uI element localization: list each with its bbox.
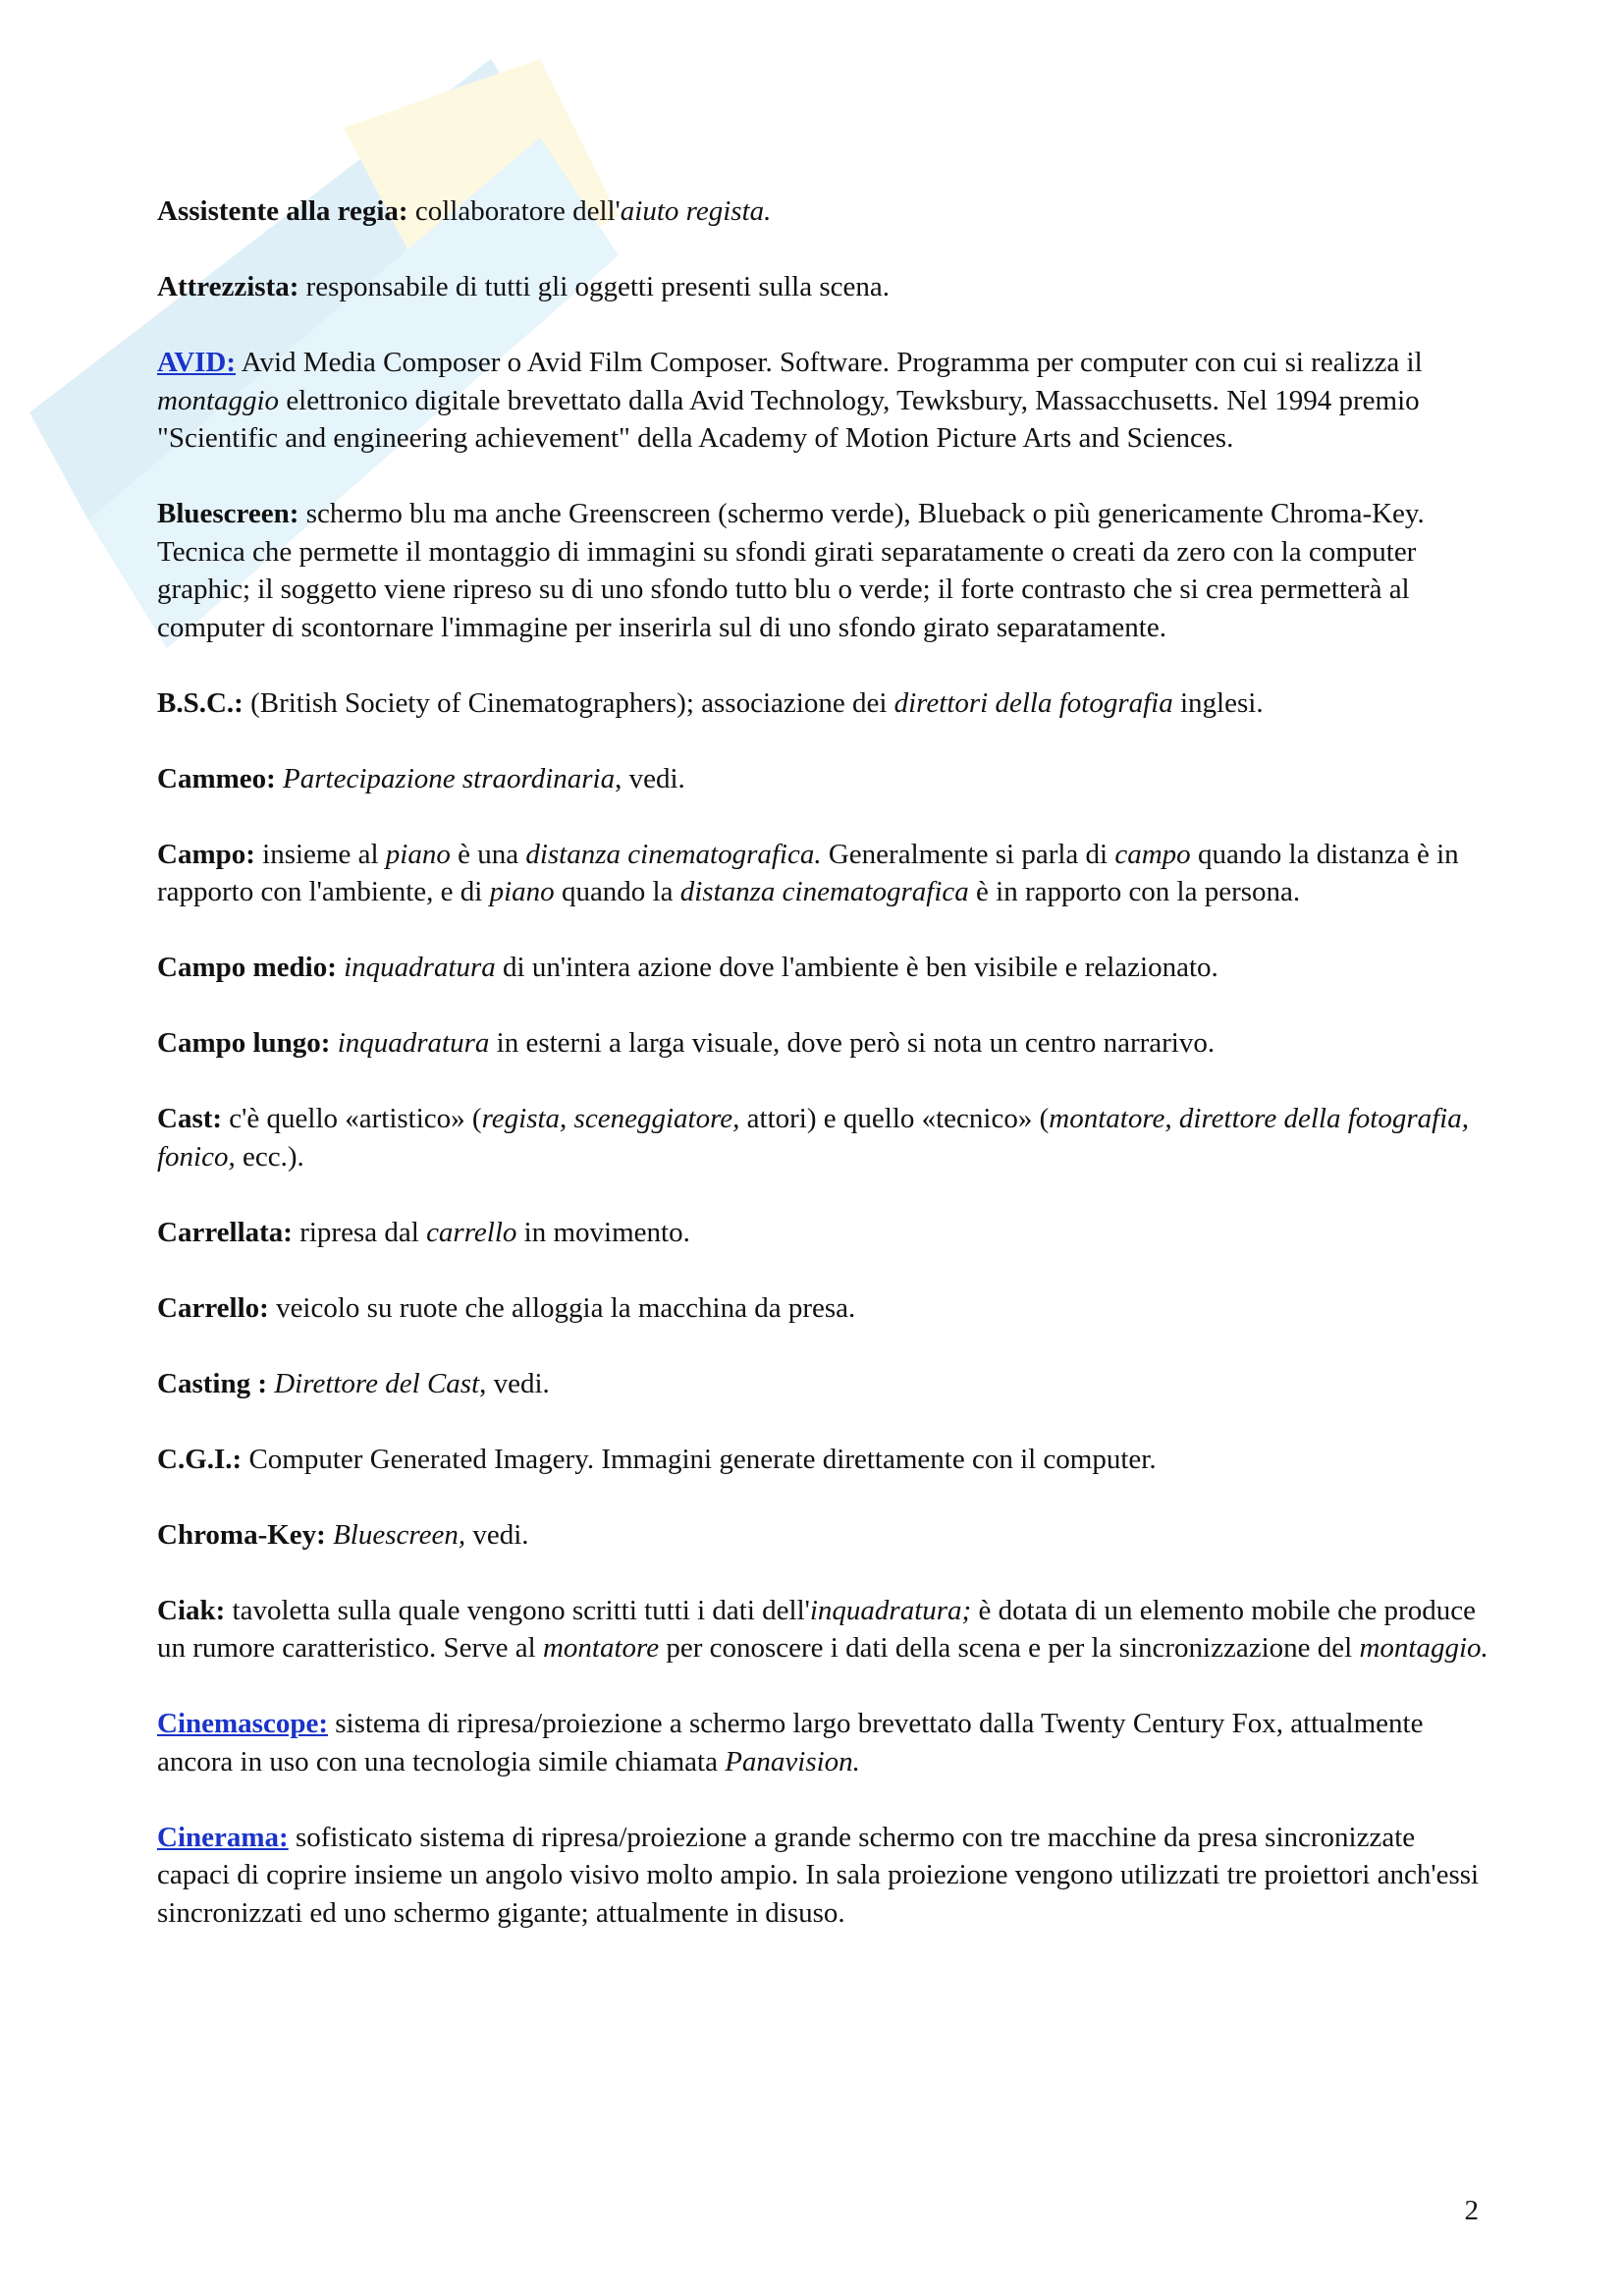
glossary-entry: [157, 1214, 1492, 1252]
definition-text: veicolo su ruote che alloggia la macchina da presa.: [268, 1291, 856, 1324]
glossary-entry: [157, 684, 1492, 723]
definition-italic-text: Panavision.: [725, 1745, 860, 1777]
definition-italic-text: carrello: [426, 1216, 517, 1248]
definition-italic-text: montatore, direttore della fotografia, fonico,: [157, 1103, 1469, 1173]
glossary-term: Carrellata:: [157, 1216, 293, 1248]
definition-italic-text: aiuto regista.: [620, 195, 772, 227]
glossary-term: Chroma-Key:: [157, 1518, 326, 1551]
glossary-entry: [157, 1289, 1492, 1328]
glossary-entries: [157, 192, 1492, 1932]
definition-italic-text: Direttore del Cast: [274, 1367, 480, 1399]
definition-italic-text: campo: [1114, 838, 1191, 870]
definition-text: insieme al: [254, 838, 386, 870]
definition-italic-text: regista, sceneggiatore,: [481, 1103, 740, 1134]
definition-text: ripresa dal: [292, 1216, 427, 1248]
glossary-term: Campo lungo:: [157, 1027, 331, 1059]
definition-text: inglesi.: [1172, 686, 1264, 719]
glossary-term: C.G.I.:: [157, 1443, 243, 1475]
definition-text: quando la: [554, 876, 680, 907]
definition-text: elettronico digitale brevettato dalla Avid Technology, Tewksbury, Massacchusetts. Nel 1994 premio "Scientific and engineering achievement" della Academy of Motion Picture Arts and Sciences.: [157, 384, 1420, 454]
glossary-entry: [157, 1441, 1492, 1479]
glossary-entry: [157, 1705, 1492, 1780]
definition-text: schermo blu ma anche Greenscreen (schermo verde), Blueback o più genericamente Chroma-Key. Tecnica che permette il montaggio di immagini su sfondi girati separatamente o creati da zero con la computer graphic; il soggetto viene ripreso su di uno sfondo tutto blu o verde; il forte contrasto che si crea permetterà al computer di scontornare l'immagine per inserirla sul di uno sfondo girato separatamente.: [157, 498, 1425, 643]
definition-italic-text: piano: [385, 838, 451, 870]
definition-italic-text: montaggio: [157, 384, 280, 416]
glossary-entry: [157, 1516, 1492, 1555]
glossary-entry: [157, 268, 1492, 306]
definition-italic-text: distanza cinematografica: [679, 876, 969, 907]
definition-text: [326, 1519, 333, 1551]
glossary-entry: [157, 1592, 1492, 1667]
definition-text: (British Society of Cinematographers); associazione dei: [243, 686, 894, 719]
glossary-term-link[interactable]: AVID:: [157, 347, 237, 378]
definition-text: ecc.).: [235, 1140, 304, 1173]
definition-italic-text: inquadratura: [344, 952, 496, 983]
definition-text: è dotata di un elemento mobile che produce un rumore caratteristico. Serve al: [157, 1594, 1476, 1664]
glossary-term: Assistente alla regia:: [157, 195, 408, 227]
definition-text: è una: [450, 838, 526, 870]
glossary-term: Cammeo:: [157, 762, 276, 794]
definition-italic-text: distanza cinematografica.: [525, 838, 822, 870]
definition-text: in movimento.: [516, 1216, 690, 1248]
definition-text: Avid Media Composer o Avid Film Composer. Software. Programma per computer con cui si realizza il: [236, 347, 1423, 378]
glossary-entry: [157, 192, 1492, 231]
glossary-term: Campo:: [157, 838, 255, 870]
definition-text: sofisticato sistema di ripresa/proiezione a grande schermo con tre macchine da presa sincronizzate capaci di coprire insieme un angolo visivo molto ampio. In sala proiezione vengono utilizzati tre proiettori anch'essi sincronizzati ed uno schermo gigante; attualmente in disuso.: [157, 1821, 1480, 1929]
definition-text: collaboratore dell': [407, 195, 621, 227]
definition-text: [276, 763, 283, 794]
definition-italic-text: direttori della fotografia: [893, 686, 1173, 719]
definition-text: vedi.: [465, 1518, 529, 1551]
definition-text: è in rapporto con la persona.: [968, 876, 1301, 907]
glossary-entry: [157, 1100, 1492, 1175]
definition-text: Computer Generated Imagery. Immagini generate direttamente con il computer.: [242, 1443, 1157, 1475]
definition-text: responsabile di tutti gli oggetti presenti sulla scena.: [298, 271, 891, 302]
glossary-term-link[interactable]: Cinemascope:: [157, 1708, 328, 1739]
glossary-term: B.S.C.:: [157, 686, 243, 719]
glossary-entry: [157, 836, 1492, 911]
glossary-term: Campo medio:: [157, 952, 337, 983]
document-body: [157, 192, 1492, 1970]
glossary-entry: [157, 760, 1492, 798]
definition-text: Generalmente si parla di: [821, 838, 1115, 870]
definition-italic-text: inquadratura: [337, 1027, 490, 1059]
definition-italic-text: Bluescreen,: [333, 1518, 466, 1551]
definition-italic-text: piano: [489, 876, 555, 907]
glossary-term: Casting :: [157, 1367, 267, 1399]
definition-text: in esterni a larga visuale, dove però si nota un centro narrarivo.: [489, 1027, 1216, 1059]
glossary-entry: [157, 1024, 1492, 1063]
definition-text: quando la distanza è in rapporto con l'ambiente, e di: [157, 838, 1459, 907]
definition-italic-text: montatore: [542, 1632, 660, 1664]
glossary-entry: [157, 495, 1492, 646]
glossary-entry: [157, 1365, 1492, 1403]
definition-text: , vedi.: [479, 1367, 550, 1399]
definition-text: tavoletta sulla quale vengono scritti tutti i dati dell': [225, 1594, 810, 1626]
definition-text: sistema di ripresa/proiezione a schermo largo brevettato dalla Twenty Century Fox, attualmente ancora in uso con una tecnologia simile chiamata: [157, 1708, 1424, 1777]
definition-text: per conoscere i dati della scena e per la sincronizzazione del: [659, 1632, 1360, 1664]
definition-text: [330, 1027, 337, 1059]
page-number: 2: [1464, 2195, 1479, 2226]
definition-italic-text: inquadratura;: [809, 1594, 972, 1626]
glossary-term: Attrezzista:: [157, 271, 299, 302]
definition-text: attori) e quello «tecnico» (: [739, 1103, 1050, 1134]
glossary-entry: [157, 344, 1492, 458]
glossary-term: Cast:: [157, 1103, 223, 1134]
glossary-term: Ciak:: [157, 1594, 226, 1626]
glossary-entry: [157, 949, 1492, 987]
glossary-term: Carrello:: [157, 1291, 269, 1324]
definition-text: c'è quello «artistico» (: [222, 1103, 482, 1134]
definition-text: , vedi.: [615, 762, 685, 794]
glossary-term-link[interactable]: Cinerama:: [157, 1821, 289, 1853]
glossary-entry: [157, 1819, 1492, 1933]
glossary-term: Bluescreen:: [157, 498, 299, 529]
definition-text: di un'intera azione dove l'ambiente è ben visibile e relazionato.: [495, 952, 1218, 983]
definition-italic-text: montaggio.: [1359, 1632, 1488, 1664]
definition-italic-text: Partecipazione straordinaria: [283, 762, 616, 794]
